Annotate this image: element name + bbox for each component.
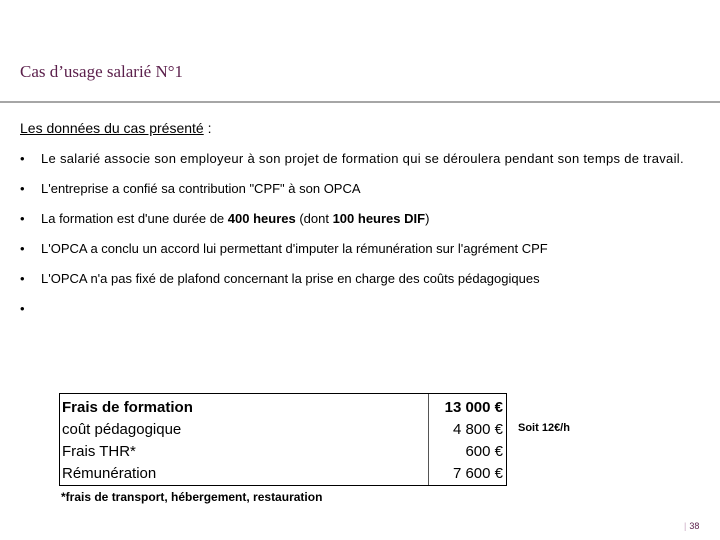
section-heading xyxy=(20,120,211,136)
slide-title: Cas d’usage salarié N°1 xyxy=(20,62,184,81)
section-heading-colon: : xyxy=(203,120,212,136)
column-divider xyxy=(428,394,429,485)
title-divider xyxy=(0,101,720,103)
bullet-item xyxy=(20,270,710,287)
cost-label: Frais de formation xyxy=(62,399,193,416)
cost-label: Rémunération xyxy=(62,465,157,482)
footnote: *frais de transport, hébergement, restauration xyxy=(61,490,323,504)
section-heading-label: Les données du cas présenté xyxy=(20,120,204,136)
bullet-dif-hours: 100 heures DIF xyxy=(332,211,426,226)
bullet-item xyxy=(20,210,710,227)
bullet-text: L'OPCA n'a pas fixé de plafond concernant la prise en charge des coûts pédagogiques xyxy=(41,271,540,286)
bullet-marker: • xyxy=(20,301,25,316)
bullet-marker: • xyxy=(20,241,25,256)
cost-values xyxy=(445,397,503,485)
bullet-marker: • xyxy=(20,151,25,166)
bullet-text: L'OPCA a conclu un accord lui permettant d'imputer la rémunération sur l'agrément CPF xyxy=(41,241,548,256)
bullet-list xyxy=(20,150,710,330)
bullet-text-mid: (dont xyxy=(295,211,333,226)
cost-value: 7 600 € xyxy=(452,465,503,482)
page-number-divider: | xyxy=(684,521,687,531)
bullet-item xyxy=(20,240,710,257)
cost-value: 600 € xyxy=(465,443,503,460)
cost-label: coût pédagogique xyxy=(62,421,182,438)
bullet-text-pre: La formation est d'une durée de xyxy=(41,211,228,226)
bullet-item-empty xyxy=(20,300,710,317)
cost-value: 13 000 € xyxy=(444,399,503,416)
hourly-rate-note: Soit 12€/h xyxy=(518,422,570,434)
cost-label: Frais THR* xyxy=(62,443,136,460)
bullet-text-post: ) xyxy=(425,211,430,226)
page-number-value: 38 xyxy=(689,521,700,531)
bullet-marker: • xyxy=(20,181,25,196)
bullet-marker: • xyxy=(20,211,25,226)
bullet-item xyxy=(20,150,710,167)
cost-value: 4 800 € xyxy=(452,421,503,438)
page-number xyxy=(684,521,699,531)
cost-table xyxy=(59,393,507,486)
bullet-marker: • xyxy=(20,271,25,286)
bullet-item xyxy=(20,180,710,197)
bullet-text: Le salarié associe son employeur à son projet de formation qui se déroulera pendant son temps de travail. xyxy=(41,151,684,166)
bullet-hours: 400 heures xyxy=(227,211,296,226)
cost-labels xyxy=(62,397,193,485)
bullet-text: L'entreprise a confié sa contribution "CPF" à son OPCA xyxy=(41,181,361,196)
